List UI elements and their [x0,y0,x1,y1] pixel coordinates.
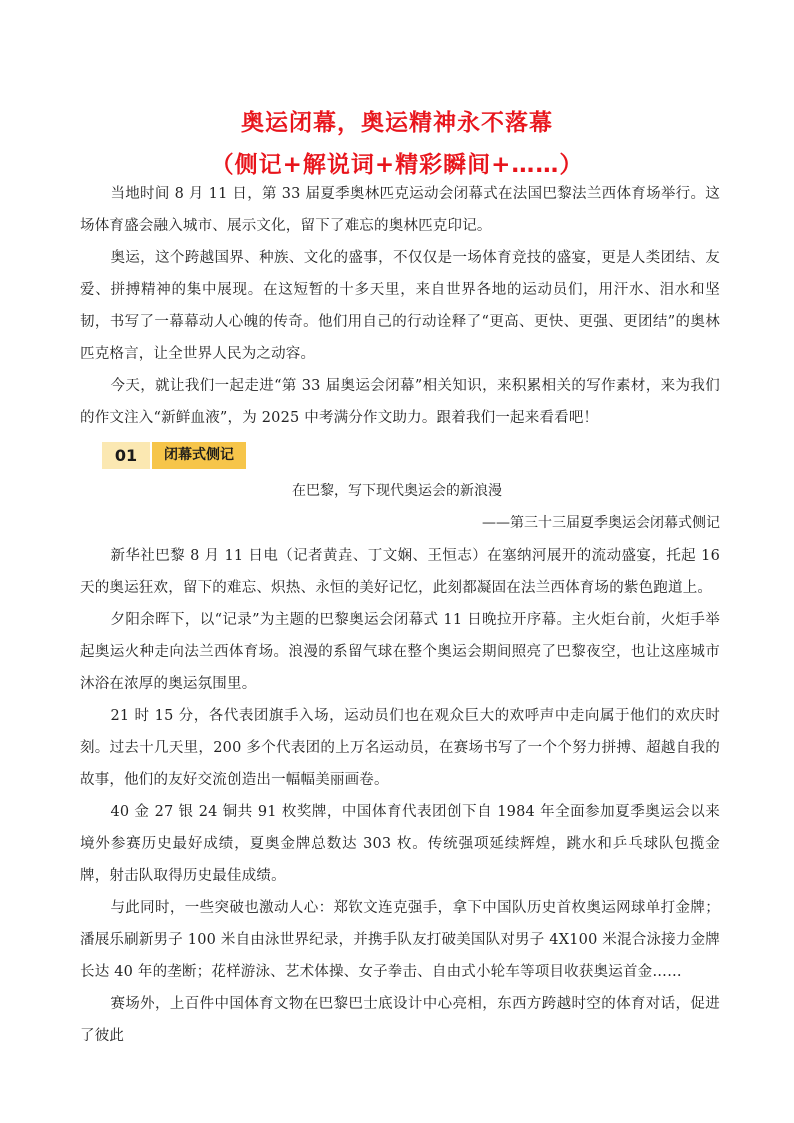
section-number-badge: 01 [102,442,150,469]
document-title: 奥运闭幕，奥运精神永不落幕 [241,110,553,136]
article-title: 在巴黎，写下现代奥运会的新浪漫 [292,483,502,499]
article-paragraph-3: 21 时 15 分，各代表团旗手入场，运动员们也在观众巨大的欢呼声中走向属于他们的欢庆时刻。过去十几天里，200 多个代表团的上万名运动员，在赛场书写了一个个努力拼搏、超越自我的故事，他们的友好交流创造出一幅幅美丽画卷。 [80,708,720,788]
section-label: 闭幕式侧记 [152,442,246,469]
intro-paragraph-3: 今天，就让我们一起走进“第 33 届奥运会闭幕”相关知识，来积累相关的写作素材，来为我们的作文注入“新鲜血液”，为 2025 中考满分作文助力。跟着我们一起来看看吧！ [80,378,720,426]
article-paragraph-1: 新华社巴黎 8 月 11 日电（记者黄垚、丁文娴、王恒志）在塞纳河展开的流动盛宴，托起 16 天的奥运狂欢，留下的难忘、炽热、永恒的美好记忆，此刻都凝固在法兰西体育场的紫色跑道上。 [80,548,720,596]
article-paragraph-6: 赛场外，上百件中国体育文物在巴黎巴士底设计中心亮相，东西方跨越时空的体育对话，促进了彼此 [80,996,720,1044]
article-byline: ——第三十三届夏季奥运会闭幕式侧记 [482,515,720,531]
article-paragraph-2: 夕阳余晖下，以“记录”为主题的巴黎奥运会闭幕式 11 日晚拉开序幕。主火炬台前，火炬手举起奥运火种走向法兰西体育场。浪漫的系留气球在整个奥运会期间照亮了巴黎夜空，也让这座城市沐浴在浓厚的奥运氛围里。 [80,612,720,692]
article-paragraph-4: 40 金 27 银 24 铜共 91 枚奖牌，中国体育代表团创下自 1984 年全面参加夏季奥运会以来境外参赛历史最好成绩，夏奥金牌总数达 303 枚。传统强项延续辉煌，跳水和乒乓球队包揽金牌，射击队取得历史最佳成绩。 [80,804,720,884]
intro-paragraph-2: 奥运，这个跨越国界、种族、文化的盛事，不仅仅是一场体育竞技的盛宴，更是人类团结、友爱、拼搏精神的集中展现。在这短暂的十多天里，来自世界各地的运动员们，用汗水、泪水和坚韧，书写了一幕幕动人心魄的传奇。他们用自己的行动诠释了“更高、更快、更强、更团结”的奥林匹克格言，让全世界人民为之动容。 [80,250,720,362]
article-paragraph-5: 与此同时，一些突破也激动人心：郑钦文连克强手，拿下中国队历史首枚奥运网球单打金牌；潘展乐刷新男子 100 米自由泳世界纪录，并携手队友打破美国队对男子 4X100 米混合泳接力金牌长达 40 年的垄断；花样游泳、艺术体操、女子拳击、自由式小轮车等项目收获奥运首金…… [80,900,720,980]
document-subtitle: （侧记+解说词+精彩瞬间+……） [210,152,584,178]
intro-paragraph-1: 当地时间 8 月 11 日，第 33 届夏季奥林匹克运动会闭幕式在法国巴黎法兰西体育场举行。这场体育盛会融入城市、展示文化，留下了难忘的奥林匹克印记。 [80,186,720,234]
